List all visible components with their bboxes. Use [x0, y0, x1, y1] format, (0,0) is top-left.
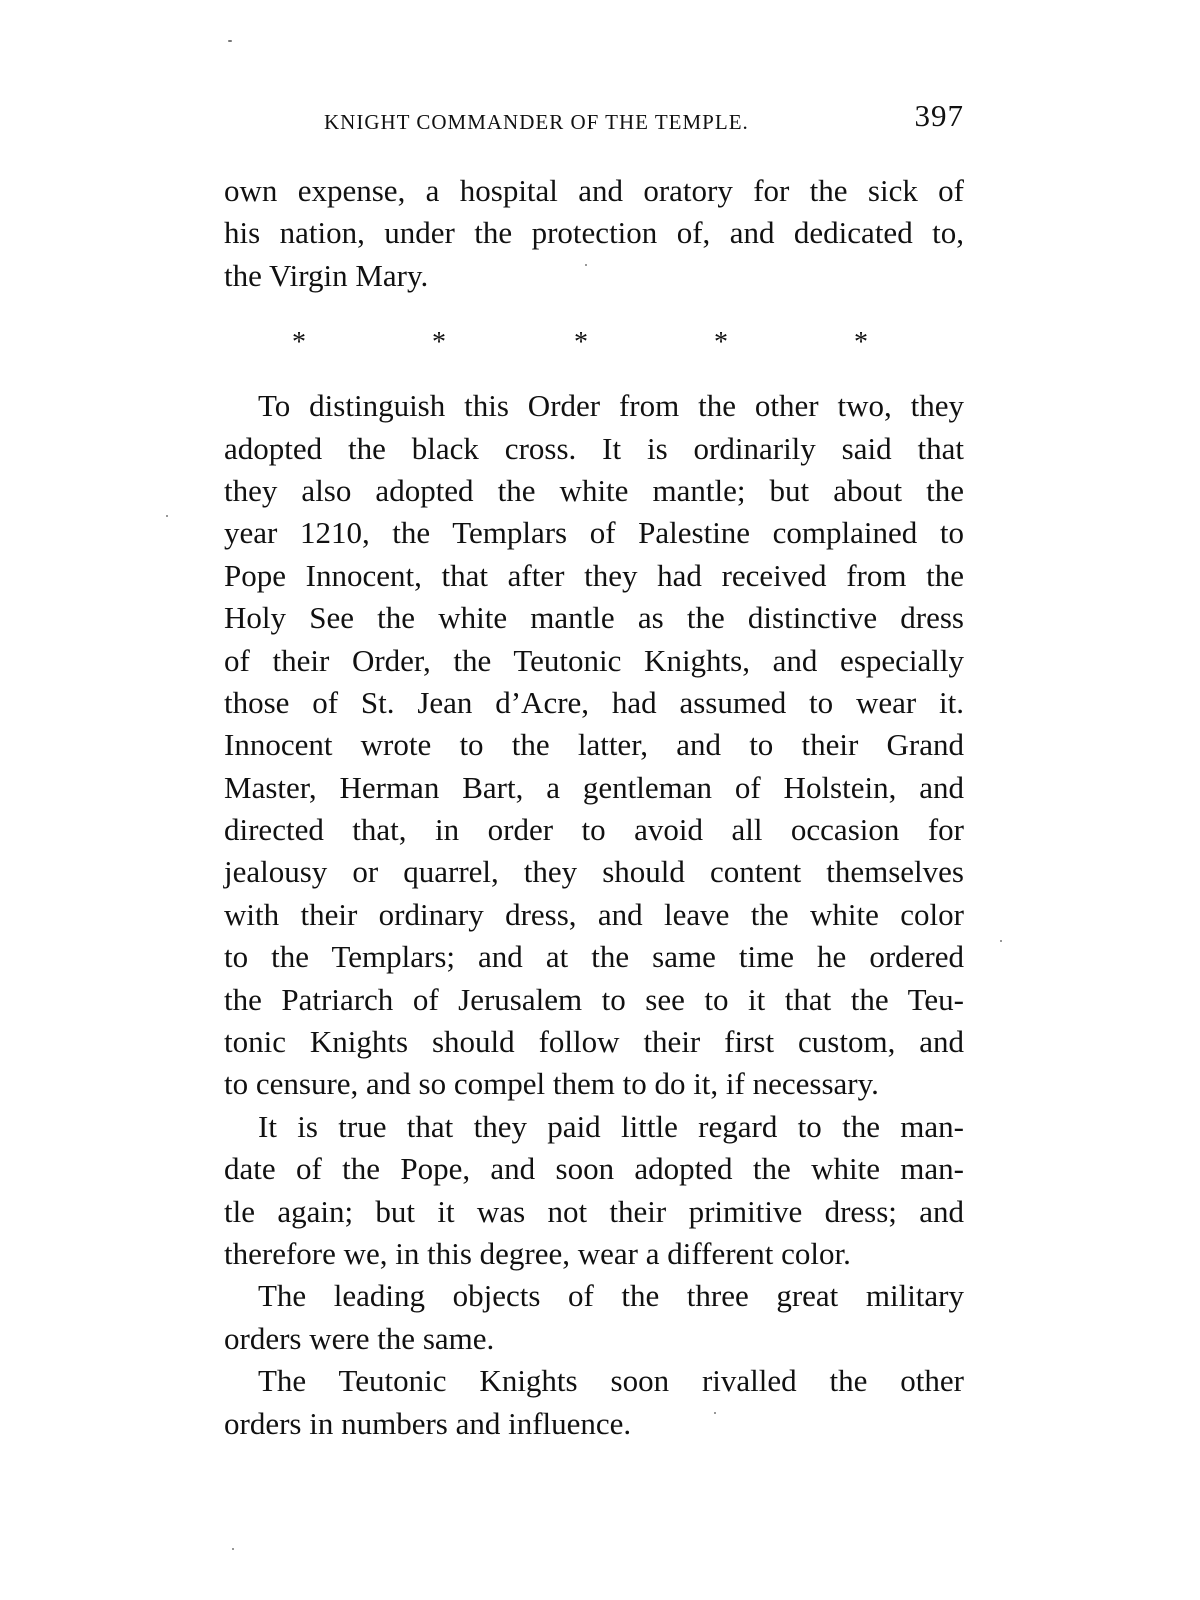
text-line: his nation, under the protection of, and dedicated to, — [224, 215, 964, 251]
paper-speck — [166, 515, 168, 517]
running-head — [224, 96, 964, 144]
text-line: It is true that they paid little regard to the man- — [258, 1108, 964, 1144]
body-text — [224, 170, 964, 1445]
text-line: to censure, and so compel them to do it, if necessary. — [224, 1066, 879, 1102]
asterisk: * — [292, 327, 306, 358]
paper-speck — [714, 1412, 716, 1414]
paper-speck — [232, 1548, 234, 1550]
text-line: Innocent wrote to the latter, and to their Grand — [224, 727, 964, 763]
text-line: date of the Pope, and soon adopted the white man- — [224, 1151, 964, 1187]
text-line: Pope Innocent, that after they had received from the — [224, 557, 964, 593]
text-line: Holy See the white mantle as the distinctive dress — [224, 600, 964, 636]
text-line: directed that, in order to avoid all occasion for — [224, 812, 964, 848]
text-line: they also adopted the white mantle; but about the — [224, 472, 964, 508]
paragraph — [224, 1106, 964, 1276]
text-line: with their ordinary dress, and leave the white color — [224, 896, 964, 932]
text-line: to the Templars; and at the same time he ordered — [224, 939, 964, 975]
asterisk: * — [854, 327, 868, 358]
paragraph — [224, 385, 964, 1106]
text-line: orders were the same. — [224, 1320, 495, 1356]
asterisk: * — [714, 327, 728, 358]
paper-speck — [228, 40, 232, 42]
asterisk: * — [432, 327, 446, 358]
text-line: therefore we, in this degree, wear a different color. — [224, 1235, 851, 1271]
text-line: own expense, a hospital and oratory for the sick of — [224, 173, 964, 208]
paragraph — [224, 1275, 964, 1360]
section-break — [224, 325, 964, 361]
paper-speck — [585, 264, 587, 266]
paragraph — [224, 1360, 964, 1445]
page-number: 397 — [914, 98, 964, 133]
text-line: jealousy or quarrel, they should content themselves — [224, 854, 964, 890]
asterisk: * — [574, 327, 588, 358]
text-line: the Virgin Mary. — [224, 257, 429, 293]
text-line: adopted the black cross. It is ordinarily said that — [224, 430, 964, 466]
paragraph-continued — [224, 170, 964, 297]
text-line: orders in numbers and influence. — [224, 1405, 632, 1441]
text-line: year 1210, the Templars of Palestine complained to — [224, 515, 964, 551]
text-line: The Teutonic Knights soon rivalled the other — [258, 1363, 964, 1399]
text-line: The leading objects of the three great military — [258, 1278, 964, 1314]
text-line: of their Order, the Teutonic Knights, and especially — [224, 642, 964, 678]
text-line: the Patriarch of Jerusalem to see to it that the Teu- — [224, 981, 964, 1017]
text-line: To distinguish this Order from the other two, they — [258, 388, 964, 424]
paper-speck — [1000, 940, 1002, 942]
text-line: tonic Knights should follow their first custom, and — [224, 1024, 964, 1060]
running-title: KNIGHT COMMANDER OF THE TEMPLE. — [324, 110, 749, 134]
text-line: Master, Herman Bart, a gentleman of Holstein, and — [224, 769, 964, 805]
text-line: tle again; but it was not their primitive dress; and — [224, 1193, 964, 1229]
text-line: those of St. Jean d’Acre, had assumed to wear it. — [224, 684, 964, 720]
